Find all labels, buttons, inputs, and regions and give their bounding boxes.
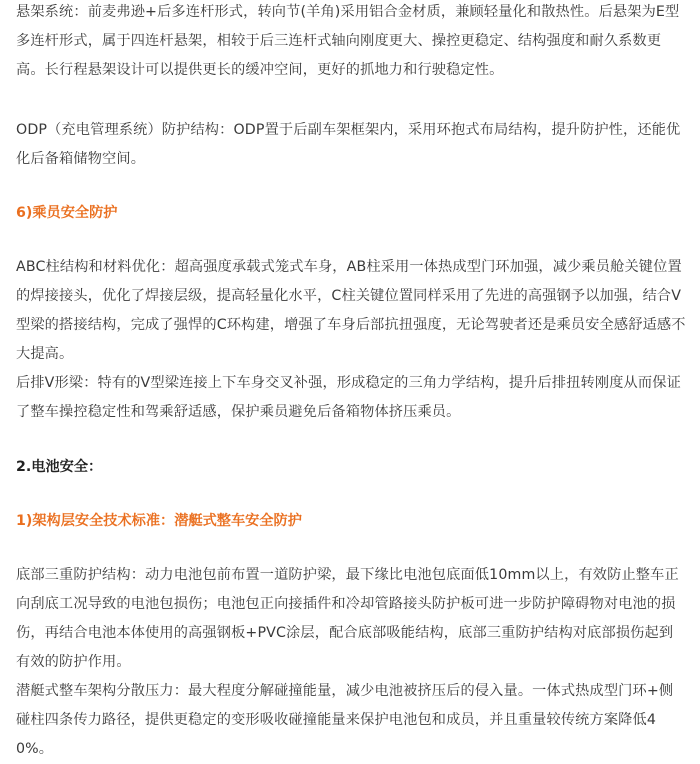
paragraph-rear-v-beam: 后排V形梁：特有的V型梁连接上下车身交叉补强，形成稳定的三角力学结构，提升后排扭转刚度从而保证了整车操控稳定性和驾乘舒适感，保护乘员避免后备箱物体挤压乘员。 [16,375,681,420]
section-heading-architecture-standard: 1)架构层安全技术标准：潜艇式整车安全防护 [16,513,302,529]
section-heading-battery-safety: 2.电池安全： [16,459,103,475]
paragraph-submarine-architecture: 潜艇式整车架构分散压力：最大程度分解碰撞能量，减少电池被挤压后的侵入量。一体式热成型门环+侧碰柱四条传力路径，提供更稳定的变形吸收碰撞能量来保护电池包和成员，并且重量较传统方案降低40%。 [16,683,674,757]
paragraph-odp-protection: ODP（充电管理系统）防护结构：ODP置于后副车架框架内，采用环抱式布局结构，提升防护性，还能优化后备箱储物空间。 [16,122,681,167]
paragraph-abc-pillar: ABC柱结构和材料优化：超高强度承载式笼式车身，AB柱采用一体热成型门环加强，减少乘员舱关键位置的焊接接头，优化了焊接层级，提高轻量化水平，C柱关键位置同样采用了先进的高强钢予以加强，结合V型梁的搭接结构，完成了强悍的C环构建，增强了车身后部抗扭强度，无论驾驶者还是乘员安全感舒适感不大提高。 [16,259,686,362]
paragraph-suspension-system: 悬架系统：前麦弗逊+后多连杆形式，转向节(羊角)采用铝合金材质，兼顾轻量化和散热性。后悬架为E型多连杆形式，属于四连杆悬架，相较于后三连杆式轴向刚度更大、操控更稳定、结构强度和耐久系数更高。长行程悬架设计可以提供更长的缓冲空间，更好的抓地力和行驶稳定性。 [16,4,680,78]
paragraph-bottom-triple-protection: 底部三重防护结构：动力电池包前布置一道防护梁，最下缘比电池包底面低10mm以上，有效防止整车正向刮底工况导致的电池包损伤；电池包正向接插件和冷却管路接头防护板可进一步防护障碍物对电池的损伤，再结合电池本体使用的高强钢板+PVC涂层，配合底部吸能结构，底部三重防护结构对底部损伤起到有效的防护作用。 [16,567,679,670]
section-heading-passenger-safety: 6)乘员安全防护 [16,205,118,221]
